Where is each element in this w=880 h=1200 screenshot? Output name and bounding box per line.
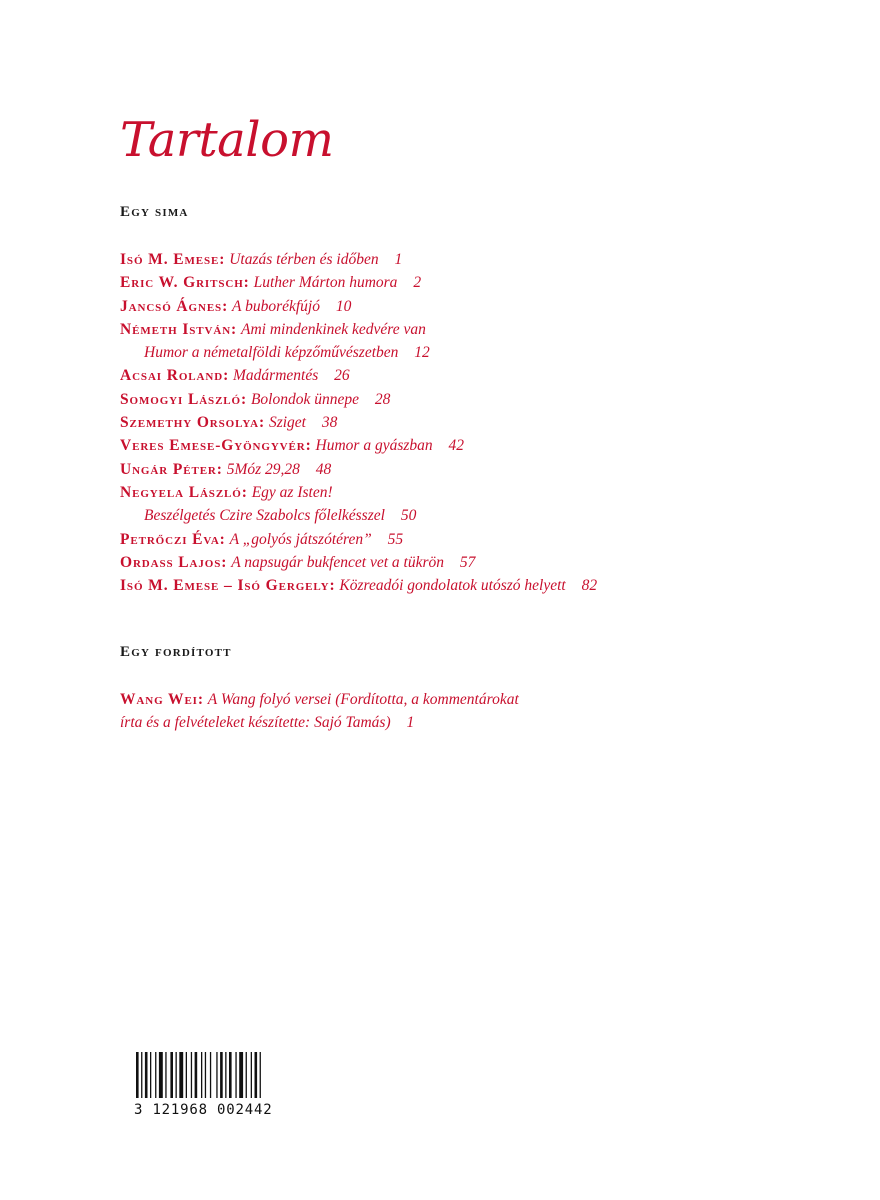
entry-page-number: 55 [387, 530, 404, 548]
entry-title: Ami mindenkinek kedvére van [240, 320, 426, 338]
entry-title: Sziget [268, 414, 306, 432]
entry-page-number: 10 [335, 297, 352, 315]
toc-entry[interactable] [120, 481, 760, 504]
barcode-bar [145, 1052, 148, 1098]
entry-subtitle: Beszélgetés Czire Szabolcs főlelkésszel [144, 507, 385, 525]
entry-page-number: 48 [315, 460, 332, 478]
entry-title-continued: írta és a felvételeket készítette: Sajó Tamás) [120, 714, 391, 732]
toc-entry-continuation[interactable] [120, 504, 760, 527]
entry-title: A „golyós játszótéren” [229, 530, 372, 548]
barcode-bar [260, 1052, 261, 1098]
barcode-bar [176, 1052, 177, 1098]
entry-line [120, 688, 760, 711]
barcode-bar [210, 1052, 211, 1098]
entry-page-number: 28 [374, 390, 391, 408]
barcode-bar [246, 1052, 247, 1098]
entry-author: Németh István: [120, 320, 238, 338]
barcode [134, 1052, 294, 1124]
entry-title: Közreadói gondolatok utószó helyett [339, 577, 566, 595]
toc-entry[interactable] [120, 248, 760, 271]
entry-author: Isó M. Emese – Isó Gergely: [120, 577, 336, 595]
barcode-bar [179, 1052, 183, 1098]
entry-page-number: 1 [394, 251, 403, 268]
barcode-bar [170, 1052, 173, 1098]
entry-author: Jancsó Ágnes: [120, 297, 229, 315]
toc-entry[interactable] [120, 364, 760, 387]
toc-entry[interactable] [120, 411, 760, 434]
toc-entry[interactable] [120, 388, 760, 411]
entry-page-number: 26 [334, 367, 350, 385]
toc-entry[interactable] [120, 528, 760, 551]
entry-title: Luther Márton humora [253, 274, 398, 292]
section-heading: Egy sima [120, 204, 189, 220]
barcode-bar [191, 1052, 192, 1098]
barcode-bar [159, 1052, 163, 1098]
toc-entry[interactable] [120, 688, 760, 735]
barcode-bar [186, 1052, 187, 1098]
entry-title: Bolondok ünnepe [250, 390, 359, 408]
entry-title: A napsugár bukfencet vet a tükrön [231, 553, 444, 571]
toc-entry[interactable] [120, 434, 760, 457]
toc-entry[interactable] [120, 318, 760, 341]
toc-list [120, 248, 760, 597]
entry-author: Wang Wei: [120, 691, 204, 708]
toc-entry[interactable] [120, 295, 760, 318]
barcode-bar [201, 1052, 202, 1098]
toc-entry[interactable] [120, 551, 760, 574]
entry-title: Madármentés [233, 367, 319, 385]
barcode-bars [134, 1052, 294, 1100]
barcode-bar [141, 1052, 142, 1098]
entry-author: Isó M. Emese: [120, 251, 226, 268]
section-heading: Egy fordított [120, 644, 232, 660]
barcode-digits: 3 121968 002442 [134, 1102, 273, 1118]
toc-entry[interactable] [120, 574, 760, 597]
barcode-bar [150, 1052, 151, 1098]
entry-author: Szemethy Orsolya: [120, 414, 266, 432]
entry-author: Negyela László: [120, 483, 248, 501]
barcode-bar [225, 1052, 226, 1098]
barcode-bar [235, 1052, 236, 1098]
toc-list [120, 688, 760, 735]
entry-page-number: 2 [413, 274, 422, 292]
entry-author: Ordass Lajos: [120, 553, 228, 571]
barcode-bar [239, 1052, 243, 1098]
section-egy-sima [120, 202, 760, 597]
entry-subtitle: Humor a németalföldi képzőművészetben [144, 344, 399, 362]
entry-page-number: 42 [448, 437, 465, 455]
barcode-bar [205, 1052, 206, 1098]
entry-title: A Wang folyó versei (Fordította, a kommentárokat [207, 691, 519, 708]
entry-page-number: 82 [581, 577, 598, 595]
entry-title: Egy az Isten! [251, 483, 333, 501]
toc-entry-continuation[interactable] [120, 341, 760, 364]
entry-author: Petrőczi Éva: [120, 530, 226, 548]
entry-author: Somogyi László: [120, 390, 248, 408]
barcode-bar [229, 1052, 232, 1098]
toc-entry[interactable] [120, 458, 760, 481]
barcode-bar [136, 1052, 139, 1098]
entry-title: Utazás térben és időben [229, 251, 379, 268]
barcode-bar [195, 1052, 198, 1098]
barcode-bar [155, 1052, 156, 1098]
barcode-bar [216, 1052, 217, 1098]
entry-author: Eric W. Gritsch: [120, 274, 250, 292]
entry-author: Veres Emese-Gyöngyvér: [120, 437, 312, 455]
entry-page-number: 1 [406, 714, 415, 732]
entry-author: Acsai Roland: [120, 367, 230, 385]
entry-page-number: 12 [414, 344, 430, 362]
entry-title: A buborékfújó [232, 297, 320, 315]
entry-line [120, 711, 760, 734]
entry-page-number: 50 [400, 507, 417, 525]
entry-page-number: 57 [459, 553, 476, 571]
section-egy-forditott [120, 642, 760, 735]
toc-entry[interactable] [120, 271, 760, 294]
entry-author: Ungár Péter: [120, 460, 223, 478]
barcode-bar [220, 1052, 223, 1098]
entry-title: Humor a gyászban [315, 437, 433, 455]
barcode-bar [251, 1052, 252, 1098]
entry-page-number: 38 [321, 414, 338, 432]
entry-title: 5Móz 29,28 [226, 460, 300, 478]
barcode-bar [165, 1052, 166, 1098]
page-title: Tartalom [120, 112, 334, 168]
barcode-bar [255, 1052, 258, 1098]
